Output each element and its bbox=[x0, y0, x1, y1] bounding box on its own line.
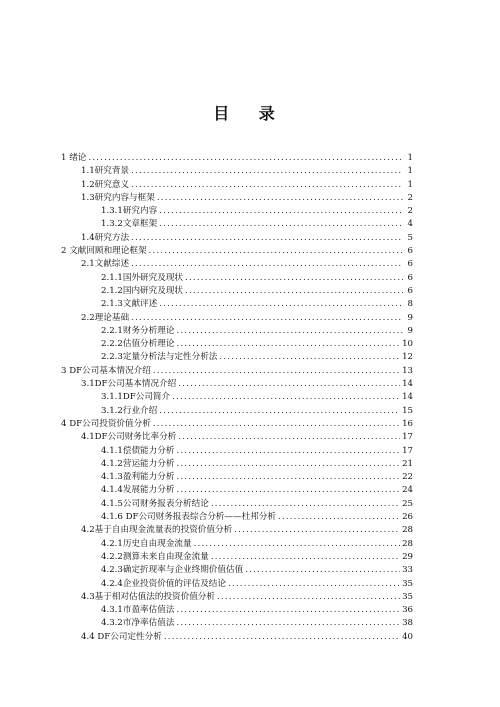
toc-entry-page-number: 4 bbox=[407, 219, 413, 230]
page-title: 目 录 bbox=[213, 104, 287, 123]
toc-entry-label: 4.2基于自由现金流量表的投资价值分析 bbox=[81, 525, 233, 536]
toc-entry bbox=[61, 218, 413, 231]
toc-entry bbox=[61, 351, 413, 364]
toc-entry-page-number: 9 bbox=[407, 312, 413, 323]
toc-entry-page-number: 33 bbox=[402, 565, 413, 576]
toc-entry-label: 2.2理论基础 bbox=[81, 312, 130, 323]
toc-entry bbox=[61, 365, 413, 378]
toc-entry-page-number: 22 bbox=[402, 472, 413, 483]
toc-entry-page-number: 28 bbox=[402, 538, 413, 549]
toc-entry-page-number: 2 bbox=[407, 206, 413, 217]
toc-dot-leader bbox=[131, 165, 403, 178]
toc-dot-leader bbox=[172, 391, 400, 404]
toc-entry bbox=[61, 551, 413, 564]
toc-entry bbox=[61, 312, 413, 325]
toc-entry-label: 4.1.4发展能力分析 bbox=[101, 485, 175, 496]
toc-entry-label: 4.1.3盈利能力分析 bbox=[101, 472, 175, 483]
toc-dot-leader bbox=[131, 312, 403, 325]
toc-entry-label: 4.3.2市净率估值法 bbox=[101, 618, 175, 629]
toc-entry bbox=[61, 272, 413, 285]
toc-entry-page-number: 35 bbox=[402, 578, 413, 589]
toc-dot-leader bbox=[157, 192, 403, 205]
toc-entry bbox=[61, 458, 413, 471]
toc-entry bbox=[61, 298, 413, 311]
toc-entry bbox=[61, 538, 413, 551]
toc-dot-leader bbox=[176, 445, 400, 458]
toc-entry-page-number: 21 bbox=[402, 458, 413, 469]
toc-entry-label: 4.2.2测算未来自由现金流量 bbox=[101, 551, 209, 562]
toc-dot-leader bbox=[234, 524, 400, 537]
toc-entry-label: 1.3.1研究内容 bbox=[101, 206, 158, 217]
toc-entry-label: 2.1.1国外研究及现状 bbox=[101, 272, 184, 283]
toc-dot-leader bbox=[176, 484, 400, 497]
toc-dot-leader bbox=[153, 365, 400, 378]
toc-entry-page-number: 6 bbox=[407, 285, 413, 296]
toc-dot-leader bbox=[131, 258, 403, 271]
toc-entry-label: 3.1.1DF公司简介 bbox=[101, 392, 171, 403]
toc-entry-label: 1.2研究意义 bbox=[81, 179, 130, 190]
toc-entry bbox=[61, 445, 413, 458]
toc-entry-label: 4.1DF公司财务比率分析 bbox=[81, 432, 177, 443]
toc-dot-leader bbox=[194, 538, 400, 551]
toc-entry bbox=[61, 338, 413, 351]
toc-entry-label: 4.2.3确定折现率与企业终期价值估值 bbox=[101, 565, 244, 576]
toc-dot-leader bbox=[149, 245, 403, 258]
toc-entry bbox=[61, 179, 413, 192]
toc-dot-leader bbox=[278, 511, 400, 524]
toc-entry-page-number: 35 bbox=[402, 591, 413, 602]
toc-dot-leader bbox=[159, 218, 403, 231]
toc-entry-label: 1.3.2文章框架 bbox=[101, 219, 158, 230]
toc-entry-label: 3.1DF公司基本情况介绍 bbox=[81, 379, 177, 390]
toc-entry bbox=[61, 192, 413, 205]
toc-dot-leader bbox=[164, 631, 400, 644]
toc-dot-leader bbox=[178, 431, 400, 444]
toc-dot-leader bbox=[131, 179, 403, 192]
toc-entry bbox=[61, 378, 413, 391]
toc-entry-page-number: 28 bbox=[402, 525, 413, 536]
toc-dot-leader bbox=[131, 232, 403, 245]
toc-entry-page-number: 38 bbox=[402, 618, 413, 629]
toc-entry bbox=[61, 258, 413, 271]
toc-dot-leader bbox=[176, 604, 400, 617]
toc-entry-page-number: 16 bbox=[402, 418, 413, 429]
toc-entry-label: 2.1.3文献评述 bbox=[101, 299, 158, 310]
toc-entry-page-number: 36 bbox=[402, 605, 413, 616]
toc-entry-label: 4.3.1市盈率估值法 bbox=[101, 605, 175, 616]
toc-entry bbox=[61, 245, 413, 258]
toc-entry-page-number: 1 bbox=[407, 153, 413, 163]
toc-entry-page-number: 13 bbox=[402, 365, 413, 376]
toc-entry-page-number: 12 bbox=[402, 352, 413, 363]
toc-entry-page-number: 8 bbox=[407, 299, 413, 310]
toc-entry-label: 1.4研究方法 bbox=[81, 232, 130, 243]
toc-entry-page-number: 10 bbox=[402, 339, 413, 350]
toc-entry-page-number: 6 bbox=[407, 246, 413, 257]
toc-entry-page-number: 2 bbox=[407, 192, 413, 203]
toc-entry-page-number: 26 bbox=[402, 512, 413, 523]
toc-entry-page-number: 6 bbox=[407, 272, 413, 283]
toc-entry bbox=[61, 564, 413, 577]
toc-entry-label: 4.2.4企业投资价值的评估及结论 bbox=[101, 578, 226, 589]
toc-entry-label: 2 文献回顾和理论框架 bbox=[61, 246, 147, 257]
toc-entry-label: 4.1.1偿债能力分析 bbox=[101, 445, 175, 456]
toc-entry bbox=[61, 471, 413, 484]
toc-entry-page-number: 17 bbox=[402, 432, 413, 443]
toc-dot-leader bbox=[159, 298, 403, 311]
toc-entry-label: 4 DF公司投资价值分析 bbox=[61, 418, 151, 429]
toc-entry bbox=[61, 405, 413, 418]
toc-dot-leader bbox=[219, 351, 400, 364]
toc-entry-label: 2.1文献综述 bbox=[81, 259, 130, 270]
toc-entry bbox=[61, 604, 413, 617]
toc-entry bbox=[61, 498, 413, 511]
toc-entry bbox=[61, 391, 413, 404]
toc-entry bbox=[61, 285, 413, 298]
toc-entry-label: 2.2.3定量分析法与定性分析法 bbox=[101, 352, 218, 363]
toc-entry-label: 3 DF公司基本情况介绍 bbox=[61, 365, 151, 376]
toc-entry bbox=[61, 205, 413, 218]
toc-entry-page-number: 14 bbox=[402, 392, 413, 403]
toc-entry-page-number: 1 bbox=[407, 179, 413, 190]
toc-dot-leader bbox=[176, 471, 400, 484]
toc-entry-page-number: 1 bbox=[407, 166, 413, 177]
toc-entry-page-number: 25 bbox=[402, 498, 413, 509]
toc-entry-label: 1 绪论 bbox=[61, 153, 87, 163]
toc-dot-leader bbox=[228, 578, 400, 591]
toc-dot-leader bbox=[211, 498, 400, 511]
toc-entry-label: 4.3基于相对估值法的投资价值分析 bbox=[81, 591, 215, 602]
toc-entry-label: 3.1.2行业介绍 bbox=[101, 405, 158, 416]
toc-entry-page-number: 14 bbox=[402, 379, 413, 390]
toc-entry bbox=[61, 631, 413, 644]
toc-entry bbox=[61, 325, 413, 338]
toc-dot-leader bbox=[178, 378, 400, 391]
toc-entry-label: 1.3研究内容与框架 bbox=[81, 192, 155, 203]
toc-entry-label: 4.1.6 DF公司财务报表综合分析——杜邦分析 bbox=[101, 512, 276, 523]
toc-dot-leader bbox=[176, 617, 400, 630]
toc-entry bbox=[61, 232, 413, 245]
toc-entry bbox=[61, 418, 413, 431]
toc-entry-label: 2.1.2国内研究及现状 bbox=[101, 285, 184, 296]
toc-dot-leader bbox=[185, 285, 403, 298]
toc-entry-page-number: 6 bbox=[407, 259, 413, 270]
toc-entry bbox=[61, 578, 413, 591]
toc-entry-label: 2.2.1财务分析理论 bbox=[101, 325, 175, 336]
toc-dot-leader bbox=[185, 272, 403, 285]
toc-entry-label: 1.1研究背景 bbox=[81, 166, 130, 177]
toc-dot-leader bbox=[153, 418, 400, 431]
toc-entry-page-number: 5 bbox=[407, 232, 413, 243]
toc-entry bbox=[61, 524, 413, 537]
toc-entry bbox=[61, 431, 413, 444]
toc-dot-leader bbox=[88, 152, 403, 165]
toc-entry-label: 2.2.2估值分析理论 bbox=[101, 339, 175, 350]
toc-entry bbox=[61, 484, 413, 497]
toc-entry-page-number: 17 bbox=[402, 445, 413, 456]
toc-entry-label: 4.2.1历史自由现金流量 bbox=[101, 538, 192, 549]
toc-entry-label: 4.4 DF公司定性分析 bbox=[81, 631, 162, 642]
toc-entry-page-number: 24 bbox=[402, 485, 413, 496]
toc-dot-leader bbox=[176, 458, 400, 471]
toc-entry-page-number: 15 bbox=[402, 405, 413, 416]
table-of-contents bbox=[61, 152, 413, 644]
toc-entry-label: 4.1.5公司财务报表分析结论 bbox=[101, 498, 209, 509]
toc-entry bbox=[61, 511, 413, 524]
toc-dot-leader bbox=[245, 564, 400, 577]
toc-dot-leader bbox=[176, 338, 400, 351]
toc-entry bbox=[61, 617, 413, 630]
toc-dot-leader bbox=[211, 551, 400, 564]
toc-entry-label: 4.1.2营运能力分析 bbox=[101, 458, 175, 469]
toc-entry-page-number: 9 bbox=[407, 325, 413, 336]
toc-entry-page-number: 40 bbox=[402, 631, 413, 642]
toc-entry-page-number: 29 bbox=[402, 551, 413, 562]
toc-dot-leader bbox=[159, 205, 403, 218]
toc-dot-leader bbox=[176, 325, 403, 338]
toc-entry bbox=[61, 152, 413, 165]
toc-entry bbox=[61, 165, 413, 178]
toc-dot-leader bbox=[217, 591, 400, 604]
toc-entry bbox=[61, 591, 413, 604]
toc-dot-leader bbox=[159, 405, 400, 418]
